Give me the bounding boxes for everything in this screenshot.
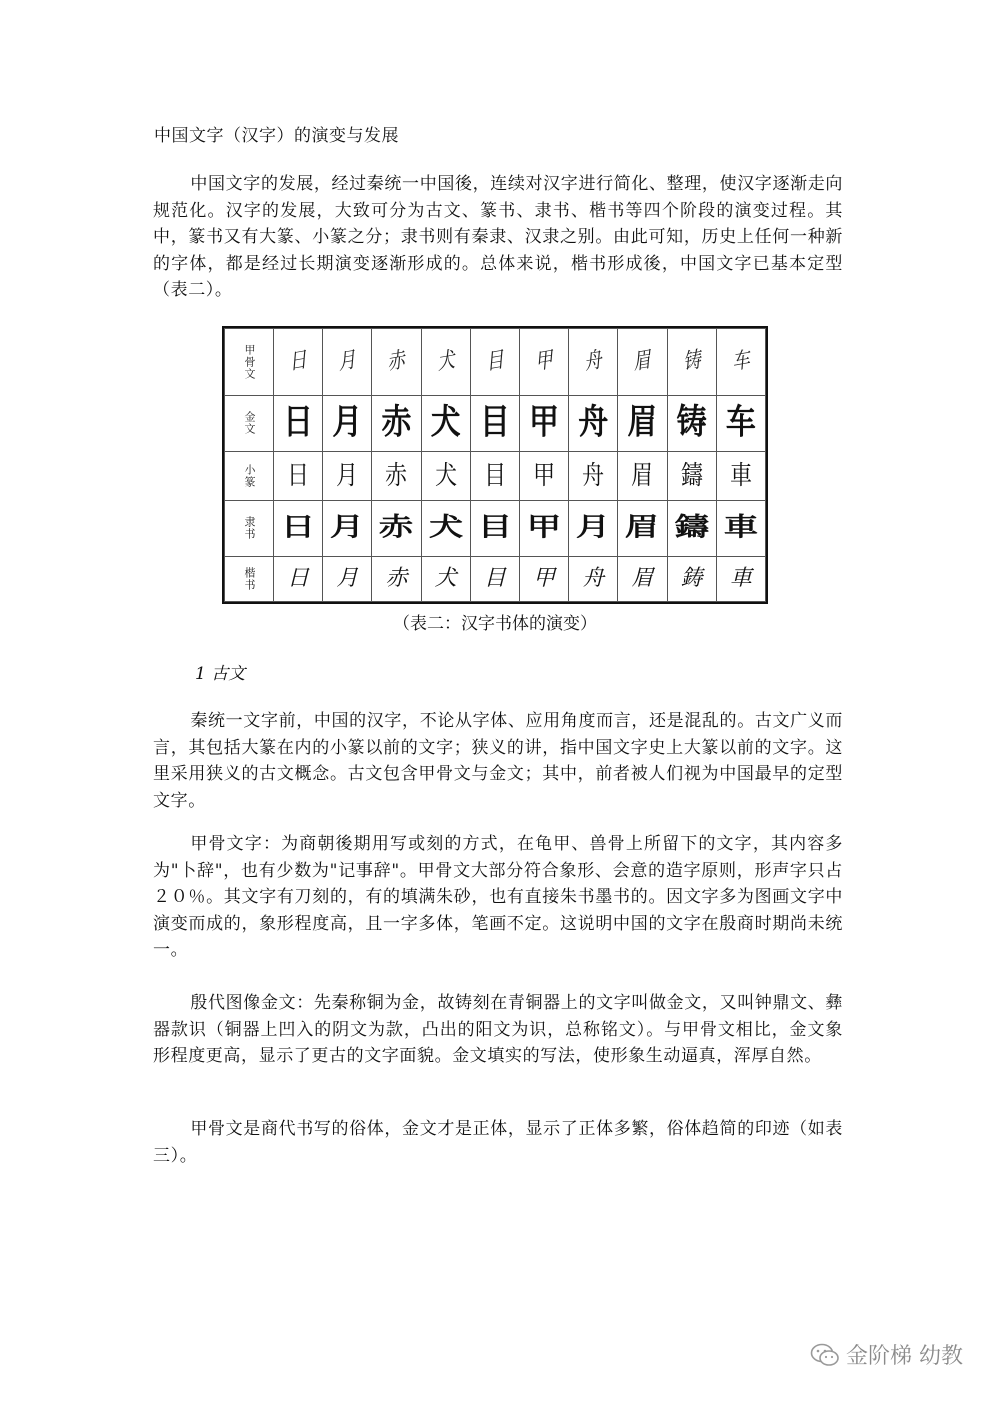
glyph: 犬 [430,402,461,443]
glyph: 目 [483,460,506,491]
glyph: 赤 [381,402,412,443]
glyph-cell [421,500,470,556]
glyph: 月 [336,460,359,491]
glyph: 眉 [631,565,654,591]
table-row [225,329,766,396]
glyph-cell [323,556,372,601]
glyph-cell [372,556,421,601]
glyph-cell [421,395,470,451]
glyph-cell [618,329,667,396]
glyph: 鑄 [680,460,703,491]
row-label: 隶书 [225,500,274,556]
watermark [810,1339,963,1370]
glyph: 日 [287,565,310,591]
glyph: 車 [723,512,759,543]
glyph: 鋳 [680,565,703,591]
row-label: 楷书 [225,556,274,601]
table-row [225,500,766,556]
glyph-cell [274,451,323,500]
glyph-cell [470,500,519,556]
glyph-cell [470,329,519,396]
glyph-cell [470,395,519,451]
glyph-cell [372,329,421,396]
glyph: 目 [477,512,513,543]
glyph-cell [274,329,323,396]
glyph: 車 [729,565,752,591]
glyph-cell [519,556,568,601]
glyph: 舟 [582,460,605,491]
glyph-cell [323,451,372,500]
summary-paragraph: 甲骨文是商代书写的俗体，金文才是正体，显示了正体多繁，俗体趋简的印迹（如表三）。 [153,1119,843,1166]
glyph: 铸 [681,347,702,376]
glyph-cell [519,395,568,451]
glyph-cell [618,500,667,556]
glyph-cell [519,329,568,396]
glyph: 月 [337,347,358,376]
glyph-cell [667,451,716,500]
glyph-cell [618,451,667,500]
glyph: 犬 [434,460,457,491]
glyph: 舟 [582,565,605,591]
glyph: 眉 [627,402,658,443]
glyph: 铸 [676,402,707,443]
glyph: 日 [287,347,309,376]
glyph: 月 [575,512,611,543]
glyph-cell [470,556,519,601]
guwen-paragraph: 秦统一文字前，中国的汉字，不论从字体、应用角度而言，还是混乱的。古文广义而言，其包括大篆在内的小篆以前的文字；狭义的讲，指中国文字史上大篆以前的文字。这里采用狭义的古文概念。古文包含甲骨文与金文；其中，前者被人们视为中国最早的定型文字。 [153,711,843,811]
glyph: 赤 [385,565,408,591]
glyph-cell [618,556,667,601]
row-label: 金文 [225,395,274,451]
glyph: 犬 [428,512,463,543]
glyph: 车 [725,402,756,443]
glyph-cell [569,451,618,500]
page-title: 中国文字（汉字）的演变与发展 [154,126,399,146]
glyph-cell [519,500,568,556]
glyph: 日 [283,402,314,443]
glyph-cell [667,500,716,556]
glyph: 舟 [578,402,609,443]
glyph-cell [716,556,765,601]
glyph: 赤 [385,460,408,491]
glyph: 日 [287,460,310,491]
jinwen-paragraph: 殷代图像金文：先秦称铜为金，故铸刻在青铜器上的文字叫做金文，又叫钟鼎文、彝器款识（铜器上凹入的阴文为款，凸出的阳文为识，总称铭文）。与甲骨文相比，金文象形程度更高，显示了更古的文字面貌。金文填实的写法，使形象生动逼真，浑厚自然。 [153,993,843,1066]
glyph-cell [667,556,716,601]
row-label: 小篆 [225,451,274,500]
glyph: 目 [484,347,505,376]
glyph: 犬 [435,347,456,376]
section-heading-guwen: 1 古文 [195,664,246,684]
glyph: 目 [483,565,506,591]
glyph: 舟 [583,347,604,376]
watermark-text: 金阶梯 幼教 [846,1344,963,1369]
glyph-cell [569,500,618,556]
glyph-cell [372,500,421,556]
glyph: 赤 [386,347,407,376]
glyph-cell [667,395,716,451]
glyph: 鑄 [674,512,709,543]
glyph-cell [716,395,765,451]
glyph-cell [618,395,667,451]
script-evolution-table [222,326,768,604]
glyph-cell [569,556,618,601]
glyph: 甲 [529,402,560,443]
intro-paragraph: 中国文字的发展，经过秦统一中国後，连续对汉字进行简化、整理，使汉字逐渐走向规范化。汉字的发展，大致可分为古文、篆书、隶书、楷书等四个阶段的演变过程。其中，篆书又有大篆、小篆之分；隶书则有秦隶、汉隶之别。由此可知，历史上任何一种新的字体，都是经过长期演变逐渐形成的。总体来说，楷书形成後，中国文字已基本定型（表二）。 [153,174,843,300]
glyph: 車 [729,460,752,491]
glyph: 犬 [434,565,457,591]
glyph-cell [421,451,470,500]
wechat-icon [810,1342,840,1368]
glyph-cell [274,395,323,451]
glyph: 日 [280,512,316,543]
glyph: 甲 [532,460,556,491]
glyph: 月 [336,565,359,591]
glyph-cell [323,329,372,396]
glyph-cell [716,329,765,396]
glyph-cell [274,556,323,601]
glyph: 车 [730,347,751,376]
glyph: 目 [479,402,510,443]
glyph: 眉 [625,512,660,543]
glyph: 眉 [632,347,653,376]
glyph-cell [372,395,421,451]
table-caption: （表二：汉字书体的演变） [393,614,597,634]
glyph-cell [323,500,372,556]
glyph-cell [372,451,421,500]
glyph-cell [519,451,568,500]
glyph: 赤 [379,512,414,543]
glyph-cell [274,500,323,556]
glyph: 月 [332,402,363,443]
glyph-cell [716,500,765,556]
table-row [225,451,766,500]
row-label: 甲骨文 [225,329,274,396]
table-row [225,395,766,451]
glyph-cell [323,395,372,451]
glyph-cell [716,451,765,500]
glyph: 月 [330,512,365,543]
glyph-cell [421,329,470,396]
glyph-cell [667,329,716,396]
glyph: 甲 [533,347,555,376]
jiaguwen-paragraph: 甲骨文字：为商朝後期用写或刻的方式，在龟甲、兽骨上所留下的文字，其内容多为"卜辞"，也有少数为"记事辞"。甲骨文大部分符合象形、会意的造字原则，形声字只占２０％。其文字有刀刻的，有的填满朱砂，也有直接朱书墨书的。因文字多为图画文字中演变而成的，象形程度高，且一字多体，笔画不定。这说明中国的文字在殷商时期尚未统一。 [153,834,843,960]
table-row [225,556,766,601]
glyph-cell [421,556,470,601]
glyph-cell [569,395,618,451]
glyph: 眉 [631,460,654,491]
glyph: 甲 [526,512,562,543]
glyph: 甲 [533,565,556,591]
glyph-cell [569,329,618,396]
glyph-cell [470,451,519,500]
